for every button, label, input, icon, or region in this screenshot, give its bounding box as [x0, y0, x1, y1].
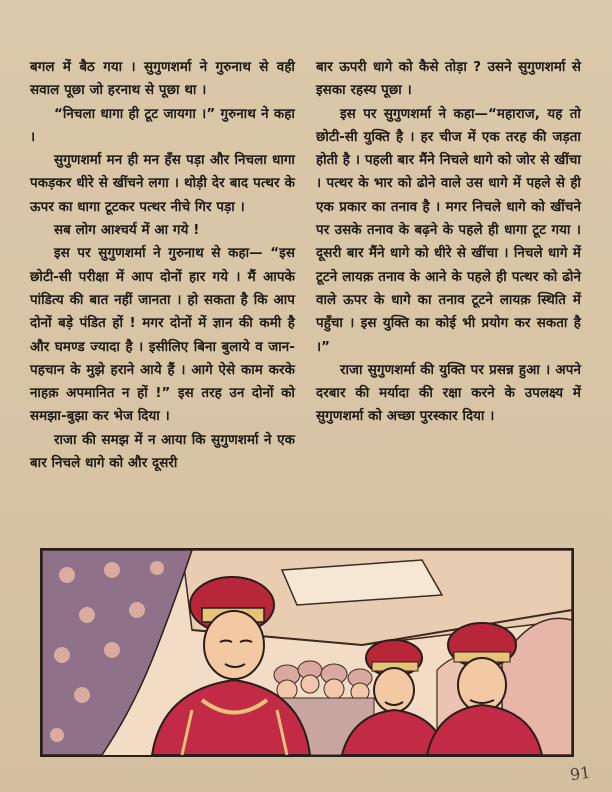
- paragraph-2: “निचला धागा ही टूट जायगा ।” गुरुनाथ ने कहा ।: [30, 106, 295, 145]
- paragraph-8: इस पर सुगुणशर्मा ने कहा—“महाराज, यह तो छोटी-सी युक्ति है । हर चीज में एक तरह की जड़ता होती है । पहली बार मैंने निचले धागे को जोर से खींचा । पत्थर के भार को ढोने वाले उस धागे में पहले से ही एक प्रकार का तनाव है । मगर निचले धागे को खींचने पर उसके तनाव के बढ़ने के पहले ही धागा टूट गया । दूसरी बार मैंने धागे को धीरे से खींचा । निचले धागे में टूटने लायक़ तनाव के आने के पहले ही पत्थर को ढोने वाले ऊपर के धागे का तनाव टूटने लायक़ स्थिति में पहुँचा । इस युक्ति का कोई भी प्रयोग कर सकता है ।”: [316, 106, 581, 355]
- page-number: 91: [568, 762, 592, 785]
- paragraph-7: बार ऊपरी धागे को कैसे तोड़ा ? उसने सुगुणशर्मा से इसका रहस्य पूछा ।: [316, 60, 581, 99]
- paragraph-9: राजा सुगुणशर्मा की युक्ति पर प्रसन्न हुआ । अपने दरबार की मर्यादा की रक्षा करने के उपलक्ष्य में सुगुणशर्मा को अच्छा पुरस्कार दिया ।: [316, 362, 581, 425]
- paragraph-3: सुगुणशर्मा मन ही मन हँस पड़ा और निचला धागा पकड़कर धीरे से खींचने लगा । थोड़ी देर बाद पत्थर के ऊपर का धागा टूटकर पत्थर नीचे गिर पड़ा ।: [30, 153, 295, 215]
- paragraph-5: इस पर सुगुणशर्मा ने गुरुनाथ से कहा— “इस छोटी-सी परीक्षा में आप दोनों हार गये । मैं आपके पांडित्य की बात नहीं जानता । हो सकता है कि आप दोनों बड़े पंडित हों ! मगर दोनों में ज्ञान की कमी है और घमण्ड ज्यादा है । इसीलिए बिना बुलाये व जान-पहचान के मुझे हराने आये हैं । आगे ऐसे काम करके नाहक़ अपमानित न हों !” इस तरह उन दोनों को समझा-बुझा कर भेज दिया ।: [30, 246, 295, 425]
- court-scene-image: [42, 550, 572, 755]
- left-text-column: [30, 56, 295, 475]
- right-text-column: [316, 56, 581, 429]
- story-illustration: [40, 548, 574, 757]
- paragraph-4: सब लोग आश्चर्य में आ गये !: [54, 223, 200, 239]
- paragraph-1: बगल में बैठ गया । सुगुणशर्मा ने गुरुनाथ से वही सवाल पूछा जो हरनाथ से पूछा था ।: [30, 60, 295, 99]
- paragraph-6: राजा की समझ में न आया कि सुगुणशर्मा ने एक बार निचले धागे को और दूसरी: [30, 432, 295, 472]
